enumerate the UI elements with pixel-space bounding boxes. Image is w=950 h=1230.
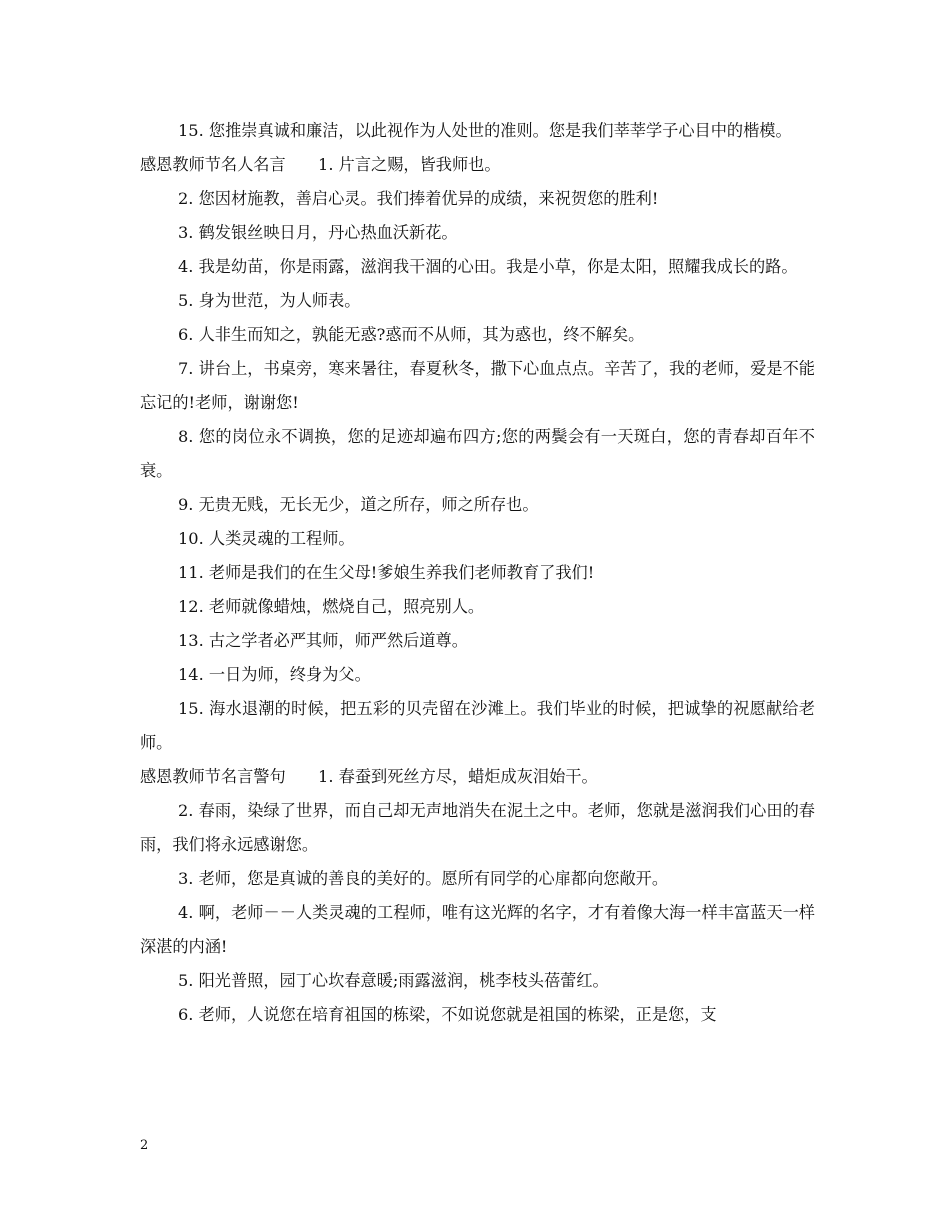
paragraph: 9. 无贵无贱，无长无少，道之所存，师之所存也。: [178, 495, 539, 514]
paragraph: 12. 老师就像蜡烛，燃烧自己，照亮别人。: [178, 597, 485, 616]
paragraph: 11. 老师是我们的在生父母!爹娘生养我们老师教育了我们!: [178, 563, 595, 582]
paragraph: 15. 您推崇真诚和廉洁，以此视作为人处世的准则。您是我们莘莘学子心目中的楷模。: [178, 121, 792, 140]
paragraph: 5. 身为世范，为人师表。: [178, 291, 361, 310]
paragraph: 4. 我是幼苗，你是雨露，滋润我干涸的心田。我是小草，你是太阳，照耀我成长的路。: [178, 257, 798, 276]
paragraph: 4. 啊，老师－－人类灵魂的工程师，唯有这光辉的名字，才有着像大海一样丰富蓝天一样深湛的内涵!: [140, 903, 815, 956]
paragraph: 5. 阳光普照，园丁心坎春意暖;雨露滋润，桃李枝头蓓蕾红。: [178, 971, 609, 990]
page-number: 2: [140, 1138, 149, 1153]
paragraph: 6. 老师，人说您在培育祖国的栋梁，不如说您就是祖国的栋梁，正是您，支: [178, 1005, 717, 1024]
section-heading-paragraph: 感恩教师节名人名言 1. 片言之赐，皆我师也。: [140, 155, 501, 174]
paragraph: 13. 古之学者必严其师，师严然后道尊。: [178, 631, 468, 650]
paragraph: 2. 您因材施教，善启心灵。我们捧着优异的成绩，来祝贺您的胜利!: [178, 189, 659, 208]
section-heading-paragraph: 感恩教师节名言警句 1. 春蚕到死丝方尽，蜡炬成灰泪始干。: [140, 767, 598, 786]
paragraph: 2. 春雨，染绿了世界，而自己却无声地消失在泥土之中。老师，您就是滋润我们心田的春雨，我们将永远感谢您。: [140, 801, 815, 854]
paragraph: 7. 讲台上，书桌旁，寒来暑往，春夏秋冬，撒下心血点点。辛苦了，我的老师，爱是不能忘记的!老师，谢谢您!: [140, 359, 815, 412]
paragraph: 6. 人非生而知之，孰能无惑?惑而不从师，其为惑也，终不解矣。: [178, 325, 645, 344]
paragraph: 14. 一日为师，终身为父。: [178, 665, 371, 684]
paragraph: 3. 鹤发银丝映日月，丹心热血沃新花。: [178, 223, 458, 242]
paragraph: 15. 海水退潮的时候，把五彩的贝壳留在沙滩上。我们毕业的时候，把诚挚的祝愿献给老师。: [140, 699, 815, 752]
paragraph: 10. 人类灵魂的工程师。: [178, 529, 355, 548]
document-body: [140, 114, 815, 1032]
paragraph: 3. 老师，您是真诚的善良的美好的。愿所有同学的心扉都向您敞开。: [178, 869, 669, 888]
paragraph: 8. 您的岗位永不调换，您的足迹却遍布四方;您的两鬓会有一天斑白，您的青春却百年不衰。: [140, 427, 815, 480]
